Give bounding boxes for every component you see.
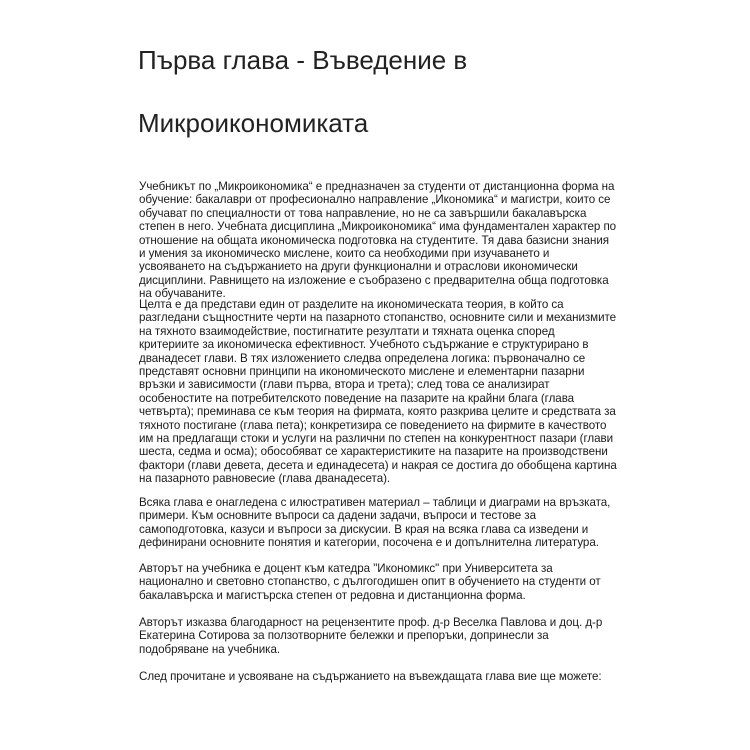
chapter-title-line-1: Първа глава - Въведение в xyxy=(138,45,468,75)
chapter-title-line-2: Микроикономиката xyxy=(138,108,369,138)
paragraph-outcomes-intro: След прочитане и усвояване на съдържанието на въвеждащата глава вие ще можете: xyxy=(139,670,602,683)
paragraph-intro: Учебникът по „Микроикономика“ е предназначен за студенти от дистанционна форма на обучение: бакалаври от професионално направление „Икономика“ и магистри, които се обучават по специалности от това направление, но не са завършили бакалавърска степен в него. Учебната дисциплина „Микроикономика“ има фундаментален характер по отношение на общата икономическа подготовка на студентите. Тя дава базисни знания и умения за икономическо мислене, които са необходими при изучаването и усвояването на съдържанието на други функционални и отраслови икономически дисциплини. Равнището на изложение е съобразено с предварителна обща подготовка на обучаваните. xyxy=(139,180,617,301)
paragraph-goal: Целта е да представи един от разделите на икономическата теория, в който са разгледани същностните черти на пазарното стопанство, основните сили и механизмите на тяхното взаимодействие, постигнатите резултати и тяхната оценка според критериите за икономическа ефективност. Учебното съдържание е структурирано в дванадесет глави. В тях изложението следва определена логика: първоначално се представят основни принципи на икономическото мислене и елементарни пазарни връзки и зависимости (глави първа, втора и трета); след това се анализират особеностите на потребителското поведение на пазарите на крайни блага (глава четвърта); преминава се към теория на фирмата, която разкрива целите и средствата за тяхното постигане (глава пета); конкретизира се поведението на фирмите в качеството им на предлагащи стоки и услуги на различни по степен на конкурентност пазари (глави шеста, седма и осма); обособяват се характеристиките на пазарите на производствени фактори (глави девета, десета и единадесета) и накрая се достига до обобщена картина на пазарното равновесие (глава дванадесета). xyxy=(139,298,617,486)
paragraph-acknowledgements: Авторът изказва благодарност на рецензентите проф. д-р Веселка Павлова и доц. д-р Екатерина Сотирова за ползотворните бележки и препоръки, допринесли за подобряване на учебника. xyxy=(139,616,603,656)
paragraph-materials: Всяка глава е онагледена с илюстративен материал – таблици и диаграми на връзката, примери. Към основните въпроси са дадени задачи, въпроси и тестове за самоподготовка, казуси и въпроси за дискусии. В края на всяка глава са изведени и дефинирани основните понятия и категории, посочена е и допълнителна литература. xyxy=(139,496,611,550)
paragraph-author: Авторът на учебника е доцент към катедра "Икономикс" при Университета за национално и световно стопанство, с дългогодишен опит в обучението на студенти от бакалавърска и магистърска степен от редовна и дистанционна форма. xyxy=(139,562,601,602)
